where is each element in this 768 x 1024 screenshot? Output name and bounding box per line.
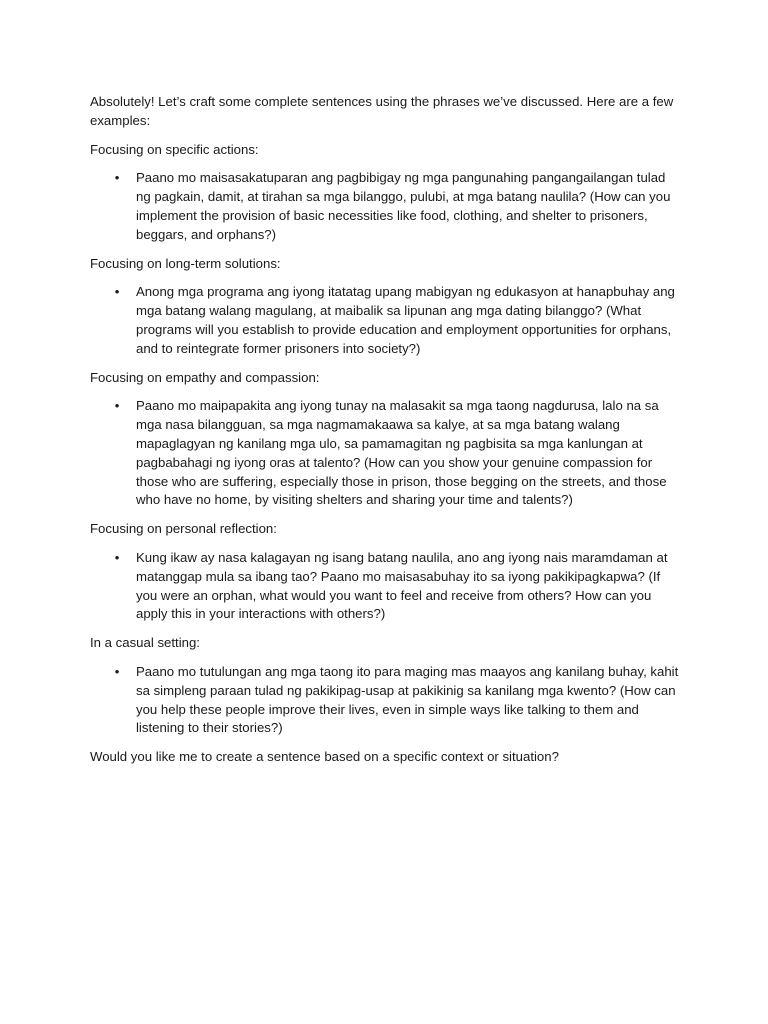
- list-item: [90, 549, 680, 624]
- bullet-list: [90, 283, 680, 358]
- bullet-list: [90, 397, 680, 510]
- section-heading-casual-setting: In a casual setting:: [90, 635, 200, 651]
- section-heading-personal-reflection: Focusing on personal reflection:: [90, 521, 277, 537]
- list-item-text: Anong mga programa ang iyong itatatag upang mabigyan ng edukasyon at hanapbuhay ang mga batang walang magulang, at maibalik sa lipunan ang mga dating bilanggo? (What programs will you establish to provide education and employment opportunities for orphans, and to reintegrate former prisoners into society?): [136, 284, 675, 356]
- list-item-text: Paano mo maisasakatuparan ang pagbibigay ng mga pangunahing pangangailangan tulad ng pagkain, damit, at tirahan sa mga bilanggo, pulubi, at mga batang naulila? (How can you implement the provision of basic necessities like food, clothing, and shelter to prisoners, beggars, and orphans?): [136, 170, 671, 242]
- bullet-icon: •: [114, 398, 120, 414]
- intro-paragraph: Absolutely! Let’s craft some complete sentences using the phrases we’ve discussed. Here are a few examples:: [90, 94, 674, 128]
- list-item: [90, 169, 680, 244]
- list-item-text: Paano mo maipapakita ang iyong tunay na malasakit sa mga taong nagdurusa, lalo na sa mga nasa bilangguan, sa mga nagmamakaawa sa kalye, at sa mga batang walang mapaglagyan ng kanilang mga ulo, sa pamamagitan ng pagbisita sa mga kanlungan at pagbabahagi ng iyong oras at talento? (How can you show your genuine compassion for those who are suffering, especially those in prison, those begging on the streets, and those who have no home, by visiting shelters and sharing your time and talents?): [136, 398, 667, 508]
- list-item-text: Kung ikaw ay nasa kalagayan ng isang batang naulila, ano ang iyong nais maramdaman at matanggap mula sa ibang tao? Paano mo maisasabuhay ito sa iyong pakikipagkapwa? (If you were an orphan, what would you want to feel and receive from others? How can you apply this in your interactions with others?): [136, 549, 668, 622]
- list-item: [90, 283, 680, 358]
- list-item: [90, 663, 680, 738]
- bullet-icon: •: [114, 663, 120, 679]
- list-item: [90, 397, 680, 510]
- bullet-list: [90, 549, 680, 624]
- bullet-icon: •: [114, 284, 120, 300]
- section-heading-long-term-solutions: Focusing on long-term solutions:: [90, 255, 281, 271]
- bullet-list: [90, 169, 680, 244]
- bullet-icon: •: [114, 549, 120, 565]
- document-page: [90, 93, 680, 777]
- list-item-text: Paano mo tutulungan ang mga taong ito para maging mas maayos ang kanilang buhay, kahit sa simpleng paraan tulad ng pakikipag-usap at pakikinig sa kanilang mga kwento? (How can you help these people improve their lives, even in simple ways like talking to them and listening to their stories?): [136, 663, 679, 736]
- section-heading-empathy-compassion: Focusing on empathy and compassion:: [90, 369, 320, 385]
- section-heading-specific-actions: Focusing on specific actions:: [90, 141, 259, 157]
- bullet-list: [90, 663, 680, 738]
- bullet-icon: •: [114, 170, 120, 186]
- closing-paragraph: Would you like me to create a sentence based on a specific context or situation?: [90, 749, 559, 765]
